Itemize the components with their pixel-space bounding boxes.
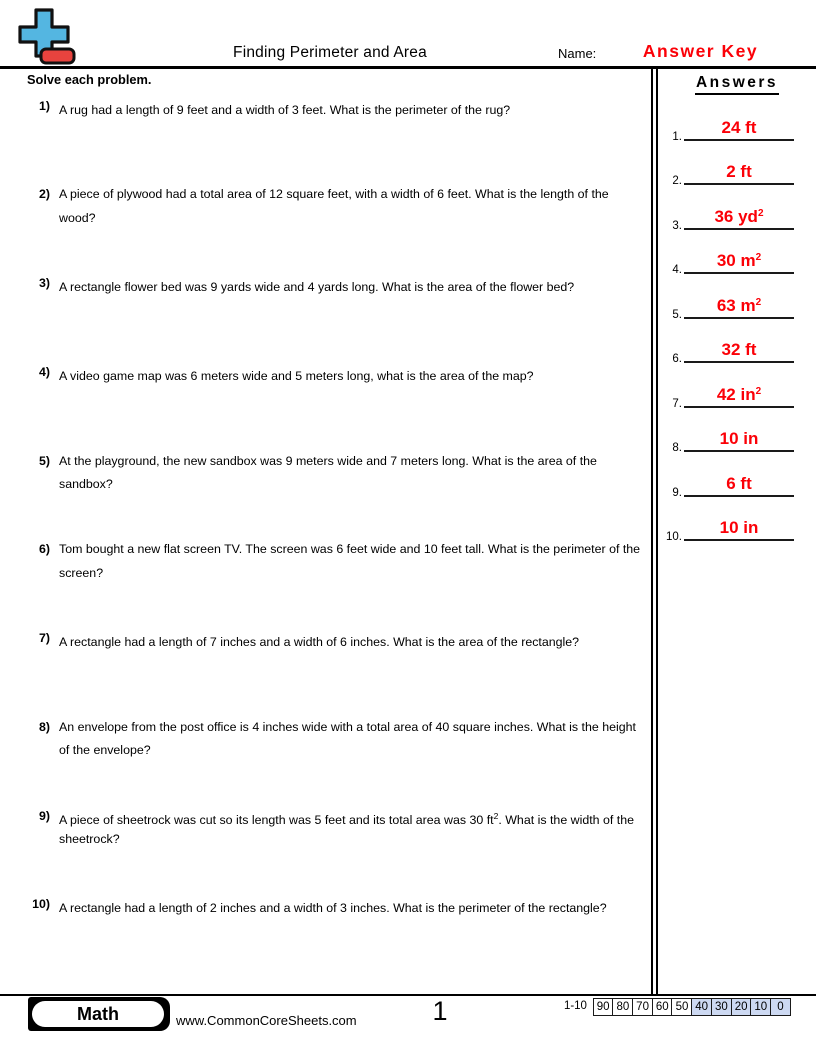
- problem-text: A rectangle flower bed was 9 yards wide and 4 yards long. What is the area of the flower bed?: [59, 280, 575, 295]
- problem-3: [24, 274, 651, 363]
- problem-number: 7): [38, 631, 50, 646]
- answer-blank-line: [684, 420, 794, 452]
- problem-number: 4): [38, 364, 50, 379]
- score-cell: 80: [612, 998, 633, 1016]
- problem-9: [24, 807, 651, 896]
- subject-badge-label: Math: [32, 1001, 164, 1027]
- answer-blank-line: [684, 465, 794, 497]
- problem-text: A rectangle had a length of 2 inches and a width of 3 inches. What is the perimeter of the rectangle?: [59, 901, 607, 916]
- answer-number: 8.: [672, 442, 682, 455]
- problem-text: A rug had a length of 9 feet and a width of 3 feet. What is the perimeter of the rug?: [59, 102, 511, 117]
- answer-value: 10 in: [719, 429, 759, 449]
- problem-1: [24, 97, 651, 186]
- problem-number: 5): [38, 453, 50, 468]
- answer-number: 10.: [666, 530, 682, 543]
- problem-text: A piece of plywood had a total area of 12 square feet, with a width of 6 feet. What is the length of the wood?: [59, 187, 609, 225]
- answer-value: 63 $m^2$: [716, 295, 762, 315]
- score-cell: 90: [593, 998, 614, 1016]
- website-text: www.CommonCoreSheets.com: [176, 1013, 357, 1028]
- page-number: 1: [432, 996, 448, 1026]
- answer-blank-line: [684, 198, 794, 230]
- answer-value: 30 $m^2$: [716, 251, 762, 271]
- answers-title: Answers: [658, 74, 816, 95]
- answer-row-9: [658, 458, 816, 502]
- instruction-text: Solve each problem.: [27, 72, 152, 87]
- problem-text: Tom bought a new flat screen TV. The screen was 6 feet wide and 10 feet tall. What is the perimeter of the screen?: [59, 542, 641, 580]
- problem-number: 1): [38, 98, 50, 113]
- problem-text: A piece of sheetrock was cut so its length was 5 feet and its total area was 30 $ft^2$. What is the width of the sheetrock?: [59, 810, 635, 847]
- answer-number: 1.: [672, 131, 682, 144]
- score-cell: 60: [652, 998, 673, 1016]
- answer-row-3: [658, 191, 816, 235]
- answer-blank-line: [684, 153, 794, 185]
- score-cell: 0: [770, 998, 791, 1016]
- name-label: Name:: [558, 46, 597, 61]
- answer-number: 4.: [672, 264, 682, 277]
- problem-text: A rectangle had a length of 7 inches and a width of 6 inches. What is the area of the rectangle?: [59, 635, 580, 650]
- answer-value: 32 ft: [721, 340, 757, 360]
- problem-number: 2): [38, 187, 50, 202]
- score-table: [594, 998, 791, 1016]
- answer-number: 5.: [672, 308, 682, 321]
- answer-value: 24 ft: [721, 118, 757, 138]
- problem-text: At the playground, the new sandbox was 9 meters wide and 7 meters long. What is the area of the sandbox?: [59, 453, 597, 492]
- problem-number: 9): [38, 808, 50, 823]
- answer-value: 42 $in^2$: [716, 384, 762, 404]
- answer-value: 10 in: [719, 517, 759, 537]
- problem-text: An envelope from the post office is 4 inches wide with a total area of 40 square inches. What is the height of the envelope?: [59, 719, 636, 758]
- answer-row-4: [658, 236, 816, 280]
- score-cell: 10: [750, 998, 771, 1016]
- answer-value: 2 ft: [726, 162, 752, 182]
- problem-4: [24, 363, 651, 452]
- answer-value: 6 ft: [726, 473, 752, 493]
- answer-number: 6.: [672, 353, 682, 366]
- answer-number: 9.: [672, 486, 682, 499]
- score-strip: [564, 998, 791, 1016]
- score-cell: 30: [711, 998, 732, 1016]
- score-range-label: 1-10: [563, 1000, 587, 1012]
- score-cell: 20: [731, 998, 752, 1016]
- answer-row-5: [658, 280, 816, 324]
- answer-row-8: [658, 414, 816, 458]
- answer-number: 7.: [672, 397, 682, 410]
- answer-row-6: [658, 325, 816, 369]
- problem-number: 10): [32, 897, 50, 912]
- page-title: Finding Perimeter and Area: [233, 44, 427, 61]
- answer-value: 36 $yd^2$: [714, 206, 764, 226]
- answer-blank-line: [684, 331, 794, 363]
- answer-blank-line: [684, 242, 794, 274]
- problem-7: [24, 629, 651, 718]
- problem-10: [24, 895, 651, 984]
- problem-list: [0, 69, 651, 994]
- problem-text: A video game map was 6 meters wide and 5 meters long, what is the area of the map?: [59, 368, 534, 383]
- commoncoresheets-plus-logo-icon: [14, 6, 76, 71]
- problem-number: 6): [38, 542, 50, 557]
- problem-5: [24, 452, 651, 541]
- answer-number: 3.: [672, 219, 682, 232]
- answer-blank-line: [684, 109, 794, 141]
- answer-number: 2.: [672, 175, 682, 188]
- problem-6: [24, 540, 651, 629]
- score-cell: 40: [691, 998, 712, 1016]
- answers-panel: [658, 69, 816, 994]
- answers-double-divider: [651, 69, 658, 994]
- problem-number: 8): [38, 719, 50, 734]
- answer-key-text: Answer Key: [642, 41, 759, 61]
- answer-blank-line: [684, 376, 794, 408]
- answer-row-2: [658, 147, 816, 191]
- answer-row-7: [658, 369, 816, 413]
- score-cell: 50: [671, 998, 692, 1016]
- subject-badge: [28, 997, 170, 1031]
- answers-list: [658, 103, 816, 547]
- problem-number: 3): [38, 276, 50, 291]
- problem-8: [24, 718, 651, 807]
- answer-row-10: [658, 503, 816, 547]
- main-area: [0, 69, 816, 994]
- answer-blank-line: [684, 287, 794, 319]
- problem-2: [24, 185, 651, 274]
- answer-row-1: [658, 103, 816, 147]
- answer-blank-line: [684, 509, 794, 541]
- score-cell: 70: [632, 998, 653, 1016]
